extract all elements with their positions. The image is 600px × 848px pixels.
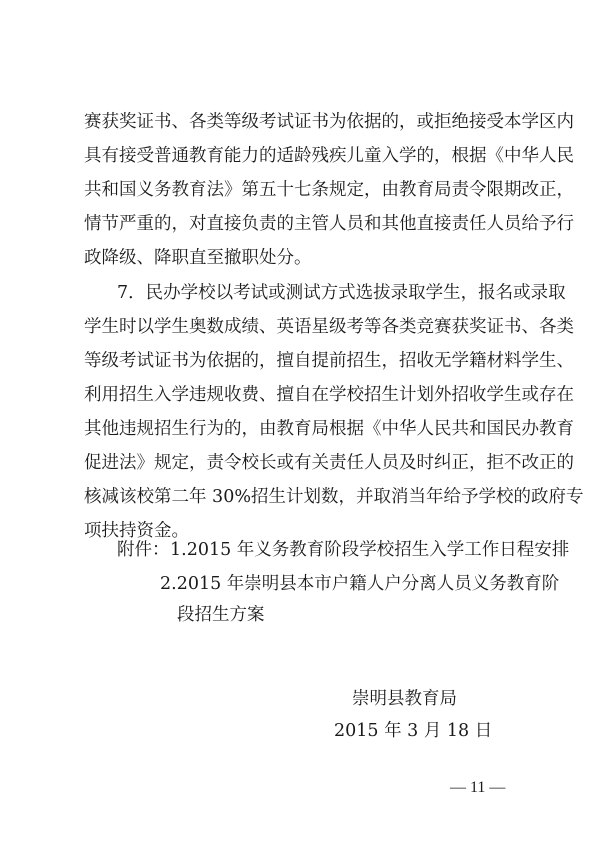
paragraph-line: 核减该校第二年 30%招生计划数，并取消当年给予学校的政府专 xyxy=(84,487,584,507)
paragraph-line: 共和国义务教育法》第五十七条规定，由教育局责令限期改正， xyxy=(84,180,574,200)
paragraph-line: 情节严重的，对直接负责的主管人员和其他直接责任人员给予行 xyxy=(84,214,574,234)
attachments-label: 附件： xyxy=(117,540,170,560)
issuing-organization: 崇明县教育局 xyxy=(352,689,457,709)
paragraph-line: 7．民办学校以考试或测试方式选拔录取学生，报名或录取 xyxy=(117,283,566,303)
page-number: — 11 — xyxy=(450,779,506,796)
attachment-item-2: 2.2015 年崇明县本市户籍人户分离人员义务教育阶 xyxy=(160,574,560,594)
attachment-item-1: 1.2015 年义务教育阶段学校招生入学工作日程安排 xyxy=(170,540,570,560)
paragraph-line: 其他违规招生行为的，由教育局根据《中华人民共和国民办教育 xyxy=(84,419,574,439)
issue-date: 2015 年 3 月 18 日 xyxy=(334,721,493,741)
attachment-item-2-continued: 段招生方案 xyxy=(177,605,265,625)
paragraph-line: 学生时以学生奥数成绩、英语星级考等各类竞赛获奖证书、各类 xyxy=(84,317,574,337)
paragraph-line: 利用招生入学违规收费、擅自在学校招生计划外招收学生或存在 xyxy=(84,385,574,405)
paragraph-line: 促进法》规定，责令校长或有关责任人员及时纠正，拒不改正的 xyxy=(84,453,574,473)
paragraph-line: 具有接受普通教育能力的适龄残疾儿童入学的，根据《中华人民 xyxy=(84,146,574,166)
paragraph-line: 赛获奖证书、各类等级考试证书为依据的，或拒绝接受本学区内 xyxy=(84,112,574,132)
paragraph-line: 政降级、降职直至撤职处分。 xyxy=(84,248,312,268)
paragraph-line: 等级考试证书为依据的，擅自提前招生，招收无学籍材料学生、 xyxy=(84,351,574,371)
paragraph-line: 项扶持资金。 xyxy=(84,521,189,541)
